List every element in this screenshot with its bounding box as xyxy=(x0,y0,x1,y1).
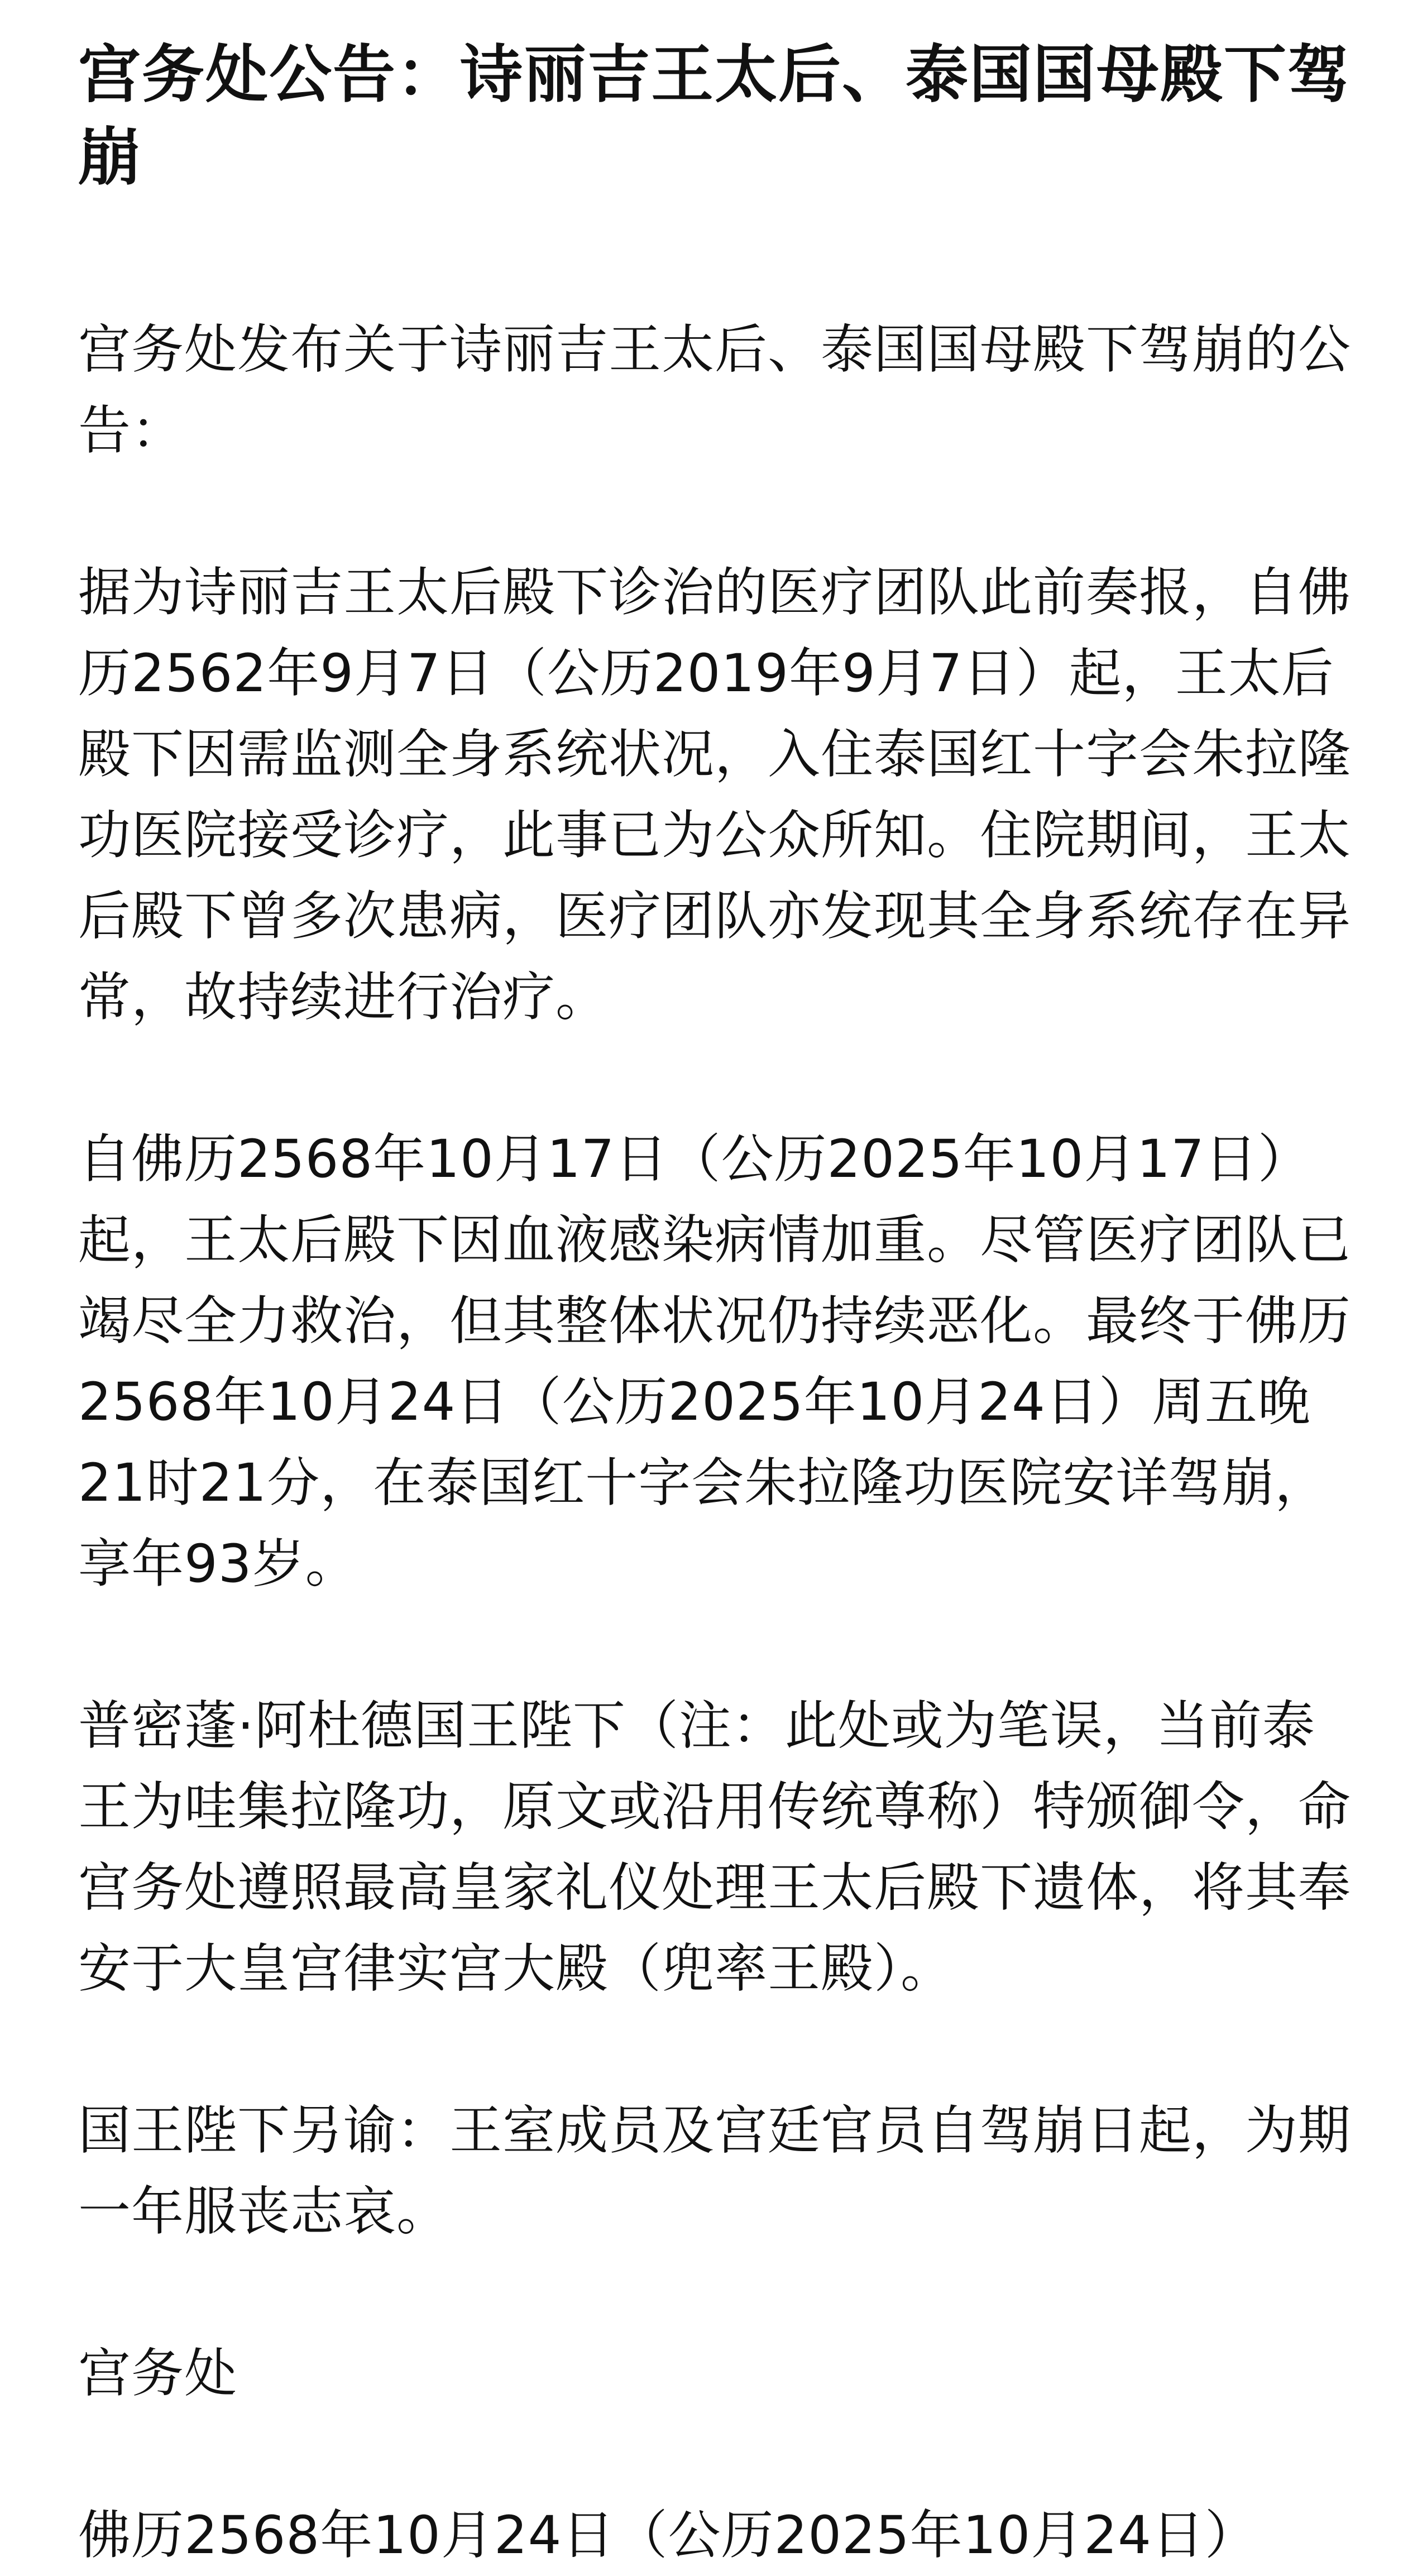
paragraph-passing: 自佛历2568年10月17日（公历2025年10月17日）起，王太后殿下因血液感染病情加重。尽管医疗团队已竭尽全力救治，但其整体状况仍持续恶化。最终于佛历2568年10月24日（公历2025年10月24日）周五晚21时21分，在泰国红十字会朱拉隆功医院安详驾崩，享年93岁。 xyxy=(78,1129,1352,1595)
signature: 宫务处 xyxy=(78,2343,238,2404)
announcement-body xyxy=(78,33,1357,2576)
intro-paragraph: 宫务处发布关于诗丽吉王太后、泰国国母殿下驾崩的公告： xyxy=(78,319,1352,461)
paragraph-royal-command: 普密蓬·阿杜德国王陛下（注：此处或为笔误，当前泰王为哇集拉隆功，原文或沿用传统尊称）特颁御令，命宫务处遵照最高皇家礼仪处理王太后殿下遗体，将其奉安于大皇宫律实宫大殿（兜率王殿）。 xyxy=(78,1696,1352,1999)
announcement-date: 佛历2568年10月24日（公历2025年10月24日） xyxy=(78,2505,1258,2566)
announcement-title: 宫务处公告：诗丽吉王太后、泰国国母殿下驾崩 xyxy=(78,39,1351,194)
paragraph-mourning: 国王陛下另谕：王室成员及宫廷官员自驾崩日起，为期一年服丧志哀。 xyxy=(78,2100,1352,2242)
paragraph-medical-history: 据为诗丽吉王太后殿下诊治的医疗团队此前奏报，自佛历2562年9月7日（公历2019年9月7日）起，王太后殿下因需监测全身系统状况，入住泰国红十字会朱拉隆功医院接受诊疗，此事已为公众所知。住院期间，王太后殿下曾多次患病，医疗团队亦发现其全身系统存在异常，故持续进行治疗。 xyxy=(78,562,1352,1028)
